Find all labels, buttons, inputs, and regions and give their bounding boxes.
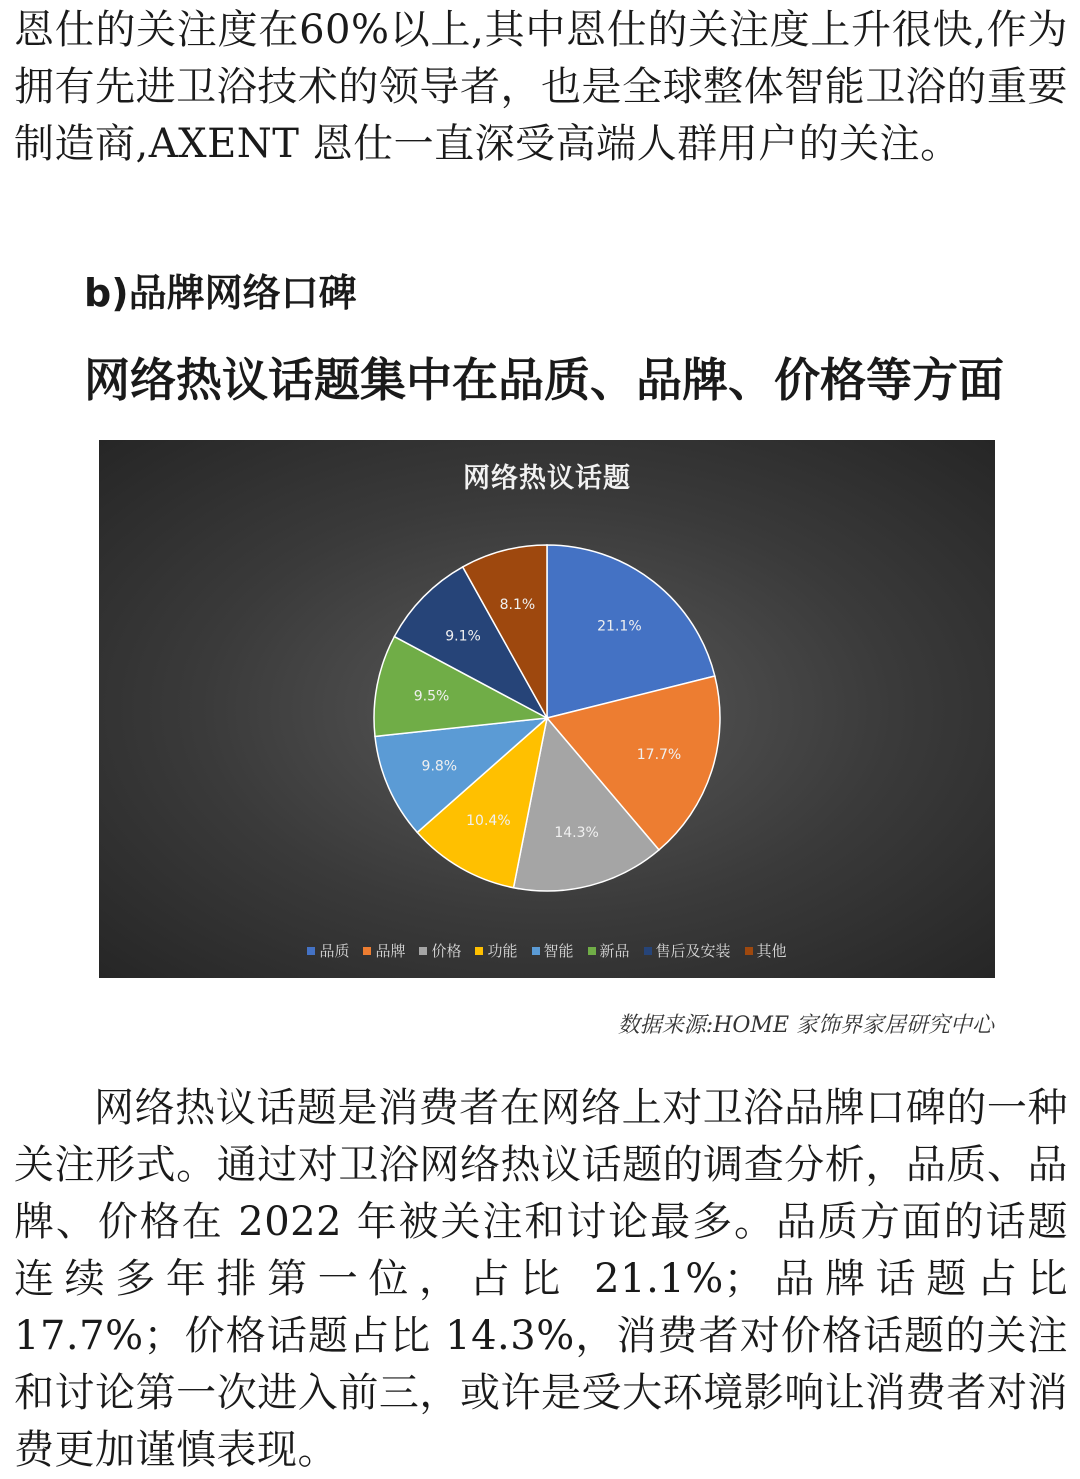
legend-label: 售后及安装 — [655, 942, 731, 960]
pie-slice-label-8: 8.1% — [499, 597, 536, 614]
legend-item-2 — [363, 940, 405, 961]
legend-item-8 — [745, 940, 787, 961]
pie-slice-label-4: 10.4% — [466, 813, 511, 830]
legend-label: 价格 — [431, 942, 462, 960]
legend-label: 品质 — [319, 942, 350, 960]
legend-label: 功能 — [487, 942, 518, 960]
legend-label: 其他 — [756, 942, 787, 960]
legend-swatch — [644, 947, 652, 955]
analysis-paragraph: 网络热议话题是消费者在网络上对卫浴品牌口碑的一种关注形式。通过对卫浴网络热议话题的调查分析，品质、品牌、价格在 2022 年被关注和讨论最多。品质方面的话题连续多年排第一位，占比 21.1%；品牌话题占比 17.7%；价格话题占比 14.3%，消费者对价格话题的关注和讨论第一次进入前三，或许是受大环境影响让消费者对消费更加谨慎表现。 — [14, 1085, 1068, 1473]
pie-slice-label-3: 14.3% — [554, 824, 599, 841]
legend-item-6 — [588, 940, 630, 961]
chart-subheading: 网络热议话题集中在品质、品牌、价格等方面 — [84, 353, 1004, 407]
pie-slice-label-7: 9.1% — [445, 628, 481, 645]
legend-swatch — [363, 947, 371, 955]
chart-title: 网络热议话题 — [463, 463, 631, 494]
intro-paragraph: 恩仕的关注度在60%以上,其中恩仕的关注度上升很快,作为拥有先进卫浴技术的领导者，也是全球整体智能卫浴的重要制造商,AXENT 恩仕一直深受高端人群用户的关注。 — [14, 7, 1068, 167]
pie-slice-label-1: 21.1% — [597, 618, 642, 635]
pie-chart-svg — [99, 440, 995, 978]
legend-label: 智能 — [543, 942, 574, 960]
legend-item-3 — [419, 940, 461, 961]
pie-chart — [99, 440, 995, 978]
legend-swatch — [307, 947, 315, 955]
legend-swatch — [745, 947, 753, 955]
legend-swatch — [532, 947, 540, 955]
legend-label: 新品 — [599, 942, 630, 960]
legend-label: 品牌 — [375, 942, 406, 960]
legend-swatch — [419, 947, 427, 955]
pie-slice-label-6: 9.5% — [413, 688, 450, 705]
section-heading: b)品牌网络口碑 — [84, 271, 357, 315]
pie-slice-label-5: 9.8% — [421, 758, 458, 775]
legend-swatch — [475, 947, 483, 955]
data-source-note: 数据来源:HOME 家饰界家居研究中心 — [617, 1013, 994, 1038]
legend-item-7 — [644, 940, 731, 961]
chart-legend — [99, 940, 995, 961]
pie-slice-label-2: 17.7% — [636, 747, 682, 764]
legend-item-1 — [307, 940, 349, 961]
legend-item-5 — [532, 940, 574, 961]
legend-swatch — [588, 947, 596, 955]
legend-item-4 — [475, 940, 517, 961]
